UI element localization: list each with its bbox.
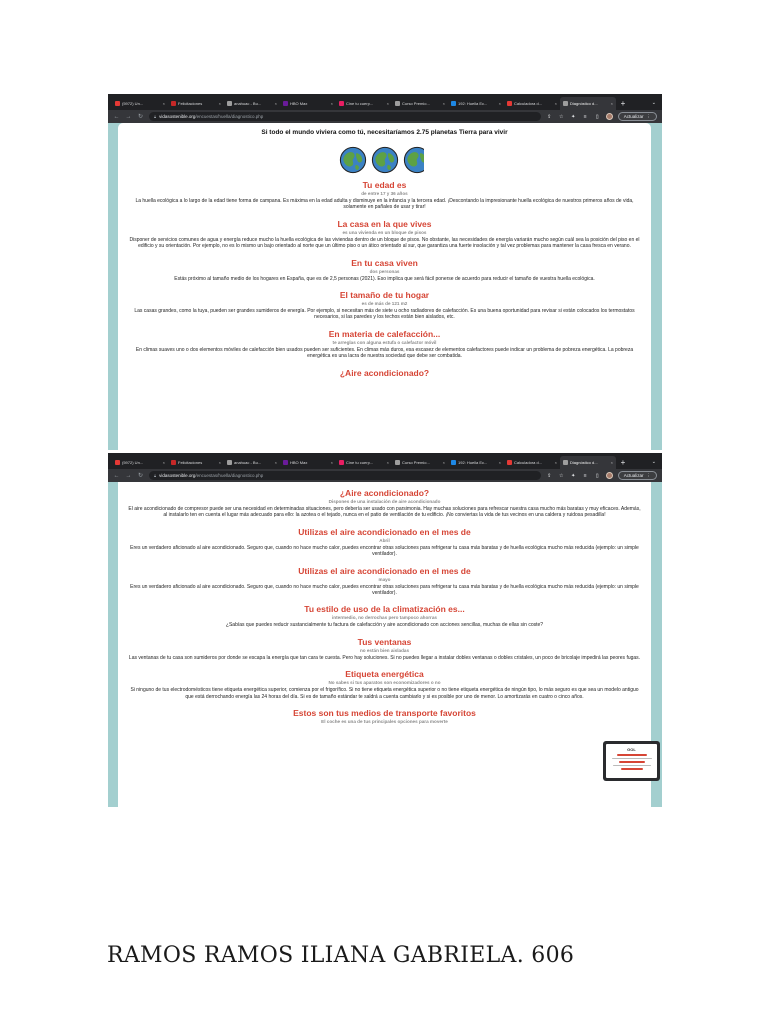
browser-tab[interactable] <box>112 97 168 110</box>
tab-favicon-icon <box>115 460 120 465</box>
tab-favicon-icon <box>507 460 512 465</box>
section-title: En tu casa viven <box>351 257 418 268</box>
extensions-icon[interactable]: ✦ <box>571 472 576 479</box>
tab-title: Cine tu cuerp... <box>346 101 374 106</box>
section-advice: Si ninguno de tus electrodomésticos tiene etiqueta energética superior, comienza por el frigorífico. Si no tiene etiqueta energética superior o no tiene etiqueta energética de ningún tipo, lo más seguro es que sea un modelo antiguo que está derrochando energía las 24 horas del día. Si es de tamaño estándar te saldrá a cuenta cambiarlo y si es posible por uno de menor. Lo amortizarás en cuatro o cinco años. <box>130 687 639 700</box>
tab-title: 192: Huella Ec... <box>458 460 488 465</box>
extensions-icon[interactable]: ✦ <box>571 113 576 120</box>
tab-favicon-icon <box>563 101 568 106</box>
browser-toolbar <box>108 469 662 482</box>
results-sections-top <box>118 180 651 378</box>
section-answer: es una vivienda en un bloque de pisos <box>342 229 427 235</box>
browser-tab[interactable] <box>168 456 224 469</box>
more-menu-icon: ⋮ <box>646 113 651 119</box>
result-section <box>118 368 651 378</box>
earth-icon <box>371 146 399 174</box>
tab-close-icon[interactable]: × <box>274 101 277 106</box>
reading-list-icon[interactable]: ≡ <box>583 113 587 120</box>
partial-earth-icon <box>403 146 431 174</box>
section-answer: te arreglas con alguna estufa o calefactor móvil <box>332 339 437 345</box>
section-title: Tu estilo de uso de la climatización es... <box>304 604 465 615</box>
reading-list-icon[interactable]: ≡ <box>583 472 587 479</box>
result-section <box>118 604 651 628</box>
tab-close-icon[interactable]: × <box>554 101 557 106</box>
tab-close-icon[interactable]: × <box>274 460 277 465</box>
section-title: Estos son tus medios de transporte favoritos <box>293 708 476 719</box>
tab-title: Curso Premio... <box>402 101 430 106</box>
popup-line <box>621 768 643 770</box>
result-section <box>118 290 651 321</box>
tab-title: Felicitaciones <box>178 460 203 465</box>
result-section <box>118 258 651 282</box>
section-advice: Disponer de servicios comunes de agua y energía reduce mucho la huella ecológica de las viviendas dentro de un bloque de pisos. No obstante, las necesidades de energía variarán mucho según cuál sea la posición del piso en el edificio y su orientación. Por ejemplo, no es lo mismo un bajo orientado al norte que un último piso o un ático orientado al sur, que garantiza una fuerte insolación y tal vez problemas para mantener la casa fresca en verano. <box>129 236 640 250</box>
section-advice: Estás próximo al tamaño medio de los hogares en España, que es de 2,5 personas (2021). Eso implica que será fácil ponerse de acuerdo para reducir el tamaño de vuestra huella ecológica. <box>174 275 595 282</box>
forward-icon[interactable]: → <box>125 113 132 120</box>
tab-close-icon[interactable]: × <box>330 460 333 465</box>
tab-favicon-icon <box>227 460 232 465</box>
result-section <box>118 708 651 725</box>
forward-icon[interactable]: → <box>125 472 132 479</box>
tab-favicon-icon <box>563 460 568 465</box>
browser-tab[interactable] <box>560 97 616 110</box>
results-sections-bottom <box>118 488 651 725</box>
tab-title: (5972) Un... <box>122 101 144 106</box>
tab-title: Diagnóstico d... <box>570 101 598 106</box>
section-title: La casa en la que vives <box>337 218 432 229</box>
section-answer: de entre 17 y 36 años <box>361 191 408 196</box>
popup-line <box>612 758 652 760</box>
page-viewport <box>108 123 662 450</box>
section-answer: El coche es una de tus principales opciones para moverte <box>321 719 448 725</box>
bookmark-star-icon[interactable]: ☆ <box>558 113 564 120</box>
tab-close-icon[interactable]: × <box>218 460 221 465</box>
result-section <box>118 566 651 597</box>
thumbnail-preview <box>606 744 657 778</box>
tab-close-icon[interactable]: × <box>498 460 501 465</box>
section-title: El tamaño de tu hogar <box>339 290 430 301</box>
back-icon[interactable]: ← <box>113 113 120 120</box>
section-advice: Eres un verdadero aficionado al aire acondicionado. Seguro que, cuando no hace mucho calor, puedes encontrar otras soluciones para refrigerar tu casa más baratas y de huella ecológica mucho más reducida (ejemplo: un simple ventilador). <box>130 544 639 558</box>
browser-tab[interactable] <box>280 97 336 110</box>
section-answer: dos personas <box>369 268 400 274</box>
address-bar[interactable] <box>149 112 541 121</box>
tab-close-icon[interactable]: × <box>610 460 613 465</box>
page-viewport <box>108 482 662 807</box>
tab-title: 192: Huella Ec... <box>458 101 488 106</box>
section-advice: Las casas grandes, como la tuya, pueden ser grandes sumideros de energía. Por ejemplo, si necesitan más de siete u ocho radiadores de calefacción. Es una buena oportunidad para revisar si están colocados los termostatos necesarios, si las paredes y los techos están bien aislados, etc. <box>134 308 635 321</box>
tab-favicon-icon <box>283 460 288 465</box>
section-title: ¿Aire acondicionado? <box>339 367 430 378</box>
section-advice: La huella ecológica a lo largo de la edad tiene forma de campana. Es máxima en la edad adulta y disminuye en la infancia y la tercera edad. ¡Descontando la impresionante huella ecológica de nuestros primeros años de vida, solamente en pañales de usar y tirar! <box>135 198 634 211</box>
new-tab-button[interactable]: + <box>620 99 626 108</box>
side-panel-icon[interactable]: ▯ <box>595 113 599 120</box>
lock-icon: 🔒︎ <box>154 473 157 478</box>
update-label: Actualizar <box>623 473 644 478</box>
tab-favicon-icon <box>227 101 232 106</box>
section-title: Utilizas el aire acondicionado en el mes de <box>298 565 471 576</box>
section-answer: Abril <box>379 537 390 543</box>
tab-title: Felicitaciones <box>178 101 203 106</box>
section-title: Utilizas el aire acondicionado en el mes de <box>298 526 471 537</box>
section-answer: es de más de 121 m2 <box>361 301 408 307</box>
browser-tab[interactable] <box>504 456 560 469</box>
tab-close-icon[interactable]: × <box>442 101 445 106</box>
browser-tab[interactable] <box>336 97 392 110</box>
more-menu-icon: ⋮ <box>646 472 651 478</box>
section-title: Tus ventanas <box>357 636 412 647</box>
tab-title: Diagnóstico d... <box>570 460 598 465</box>
url-path: /encuestas/huella/diagnostico.php <box>195 114 264 119</box>
browser-toolbar <box>108 110 662 123</box>
browser-tab[interactable] <box>336 456 392 469</box>
tab-favicon-icon <box>171 101 176 106</box>
tab-favicon-icon <box>395 101 400 106</box>
section-answer: Dispones de una instalación de aire acondicionado <box>328 499 441 504</box>
section-title: En materia de calefacción... <box>328 328 441 339</box>
tab-title: Curso Premio... <box>402 460 430 465</box>
bookmark-star-icon[interactable]: ☆ <box>558 472 564 479</box>
section-title: Etiqueta energética <box>345 669 424 680</box>
tab-close-icon[interactable]: × <box>442 460 445 465</box>
tab-title: anahuac - Bu... <box>234 460 262 465</box>
section-advice: El aire acondicionado de compresor puede ser una necesidad en determinadas situaciones, pero debería ser usado con parsimonia. Hay muchas soluciones para refrescar nuestra casa mucho más baratas y muy eficaces. Además, al instalarlo ten en cuenta el lugar más adecuado para ello: la azotea o el tejado, nunca en el patio de ventilación de tu edificio. ¡No conviertas la vida de tus vecinos en una caldera y ruidosa pesadilla! <box>128 506 641 519</box>
tab-title: anahuac - Bu... <box>234 101 262 106</box>
reload-icon[interactable]: ↻ <box>137 114 144 120</box>
profile-avatar[interactable] <box>606 113 613 120</box>
tab-close-icon[interactable]: × <box>162 101 165 106</box>
section-answer: no están bien aisladas <box>359 647 410 653</box>
tab-title: HBO Max <box>290 460 308 465</box>
browser-tab[interactable] <box>448 456 504 469</box>
browser-screenshot-bottom <box>108 453 662 807</box>
tab-title: (5972) Un... <box>122 460 144 465</box>
browser-screenshot-top <box>108 94 662 450</box>
browser-tab[interactable] <box>392 97 448 110</box>
section-answer: No sabes si tus aparatos son economizadores o no <box>328 680 441 686</box>
url-path: /encuestas/huella/diagnostico.php <box>195 473 264 478</box>
popup-line <box>619 761 645 763</box>
tab-close-icon[interactable]: × <box>554 460 557 465</box>
tabs <box>112 97 616 110</box>
url-host: vidasostenible.org <box>159 114 196 119</box>
browser-tab[interactable] <box>280 456 336 469</box>
update-label: Actualizar <box>623 114 644 119</box>
page-headline: Si todo el mundo viviera como tú, necesitaríamos 2.75 planetas Tierra para vivir <box>261 129 508 136</box>
tab-favicon-icon <box>451 460 456 465</box>
tab-favicon-icon <box>507 101 512 106</box>
tab-strip <box>108 94 662 110</box>
earth-icon <box>339 146 367 174</box>
section-advice: ¿Sabías que puedes reducir sustancialmente tu factura de calefacción y aire acondicionado con acciones sencillas, muchas de ellas sin coste? <box>225 622 544 629</box>
section-answer: intermedio, no derrochas pero tampoco ahorras <box>332 615 437 621</box>
results-card <box>118 123 651 450</box>
popup-line <box>613 765 651 767</box>
result-section <box>118 329 651 360</box>
browser-tab[interactable] <box>168 97 224 110</box>
author-name: RAMOS RAMOS ILIANA GABRIELA. 606 <box>107 943 575 968</box>
tab-favicon-icon <box>451 101 456 106</box>
result-section <box>118 669 651 700</box>
popup-logo: GOL <box>627 747 636 752</box>
results-card <box>118 482 651 807</box>
browser-tab[interactable] <box>504 97 560 110</box>
update-button[interactable] <box>618 112 657 121</box>
back-icon[interactable]: ← <box>113 472 120 479</box>
result-section <box>118 488 651 519</box>
address-bar[interactable] <box>149 471 541 480</box>
tab-favicon-icon <box>395 460 400 465</box>
popup-line <box>617 754 647 756</box>
tab-search-icon[interactable]: ⌄ <box>651 459 656 465</box>
section-advice: Las ventanas de tu casa son sumideros por donde se escapa la energía que tan cara te cuesta. Pero hay soluciones. Si no puedes llegar a instalar dobles ventanas o dobles cristales, un poco de bricolaje impedirá las peores fugas. <box>128 654 641 661</box>
browser-tab[interactable] <box>448 97 504 110</box>
browser-tab[interactable] <box>112 456 168 469</box>
tab-search-icon[interactable]: ⌄ <box>651 100 656 106</box>
browser-tab[interactable] <box>224 456 280 469</box>
tab-close-icon[interactable]: × <box>498 101 501 106</box>
result-section <box>118 219 651 250</box>
result-section <box>118 180 651 211</box>
planet-icons <box>118 146 651 174</box>
reload-icon[interactable]: ↻ <box>137 473 144 479</box>
tab-close-icon[interactable]: × <box>386 460 389 465</box>
browser-tab[interactable] <box>560 456 616 469</box>
tab-title: Calculadora d... <box>514 460 543 465</box>
tab-favicon-icon <box>339 101 344 106</box>
section-title: Tu edad es <box>362 180 407 190</box>
browser-tab[interactable] <box>392 456 448 469</box>
update-button[interactable] <box>618 471 657 480</box>
tab-close-icon[interactable]: × <box>610 101 613 106</box>
tab-close-icon[interactable]: × <box>386 101 389 106</box>
profile-avatar[interactable] <box>606 472 613 479</box>
tab-title: HBO Max <box>290 101 308 106</box>
result-section <box>118 527 651 558</box>
tab-favicon-icon <box>283 101 288 106</box>
section-answer: mayo <box>378 576 391 582</box>
tab-close-icon[interactable]: × <box>330 101 333 106</box>
new-tab-button[interactable]: + <box>620 458 626 467</box>
tab-title: Calculadora d... <box>514 101 543 106</box>
tab-favicon-icon <box>171 460 176 465</box>
section-advice: Eres un verdadero aficionado al aire acondicionado. Seguro que, cuando no hace mucho calor, puedes encontrar otras soluciones para refrigerar tu casa más baratas y de huella ecológica mucho más reducida (ejemplo: un simple ventilador). <box>130 583 639 597</box>
tab-close-icon[interactable]: × <box>218 101 221 106</box>
section-title: ¿Aire acondicionado? <box>339 488 430 498</box>
tabs <box>112 456 616 469</box>
share-icon[interactable]: ⇪ <box>547 113 552 120</box>
tab-strip <box>108 453 662 469</box>
section-advice: En climas suaves uno o dos elementos móviles de calefacción bien usados pueden ser suficientes. En climas más duros, esa escasez de elementos calefactores puede indicar un problema de pobreza energética. La pobreza energética es una lacra de nuestra sociedad que debe ser combatida. <box>135 346 634 360</box>
lock-icon: 🔒︎ <box>154 114 157 119</box>
tab-favicon-icon <box>115 101 120 106</box>
result-section <box>118 637 651 661</box>
thumbnail-popup[interactable] <box>603 741 660 781</box>
side-panel-icon[interactable]: ▯ <box>595 472 599 479</box>
browser-tab[interactable] <box>224 97 280 110</box>
share-icon[interactable]: ⇪ <box>547 472 552 479</box>
tab-title: Cine tu cuerp... <box>346 460 374 465</box>
tab-close-icon[interactable]: × <box>162 460 165 465</box>
tab-favicon-icon <box>339 460 344 465</box>
url-host: vidasostenible.org <box>159 473 196 478</box>
